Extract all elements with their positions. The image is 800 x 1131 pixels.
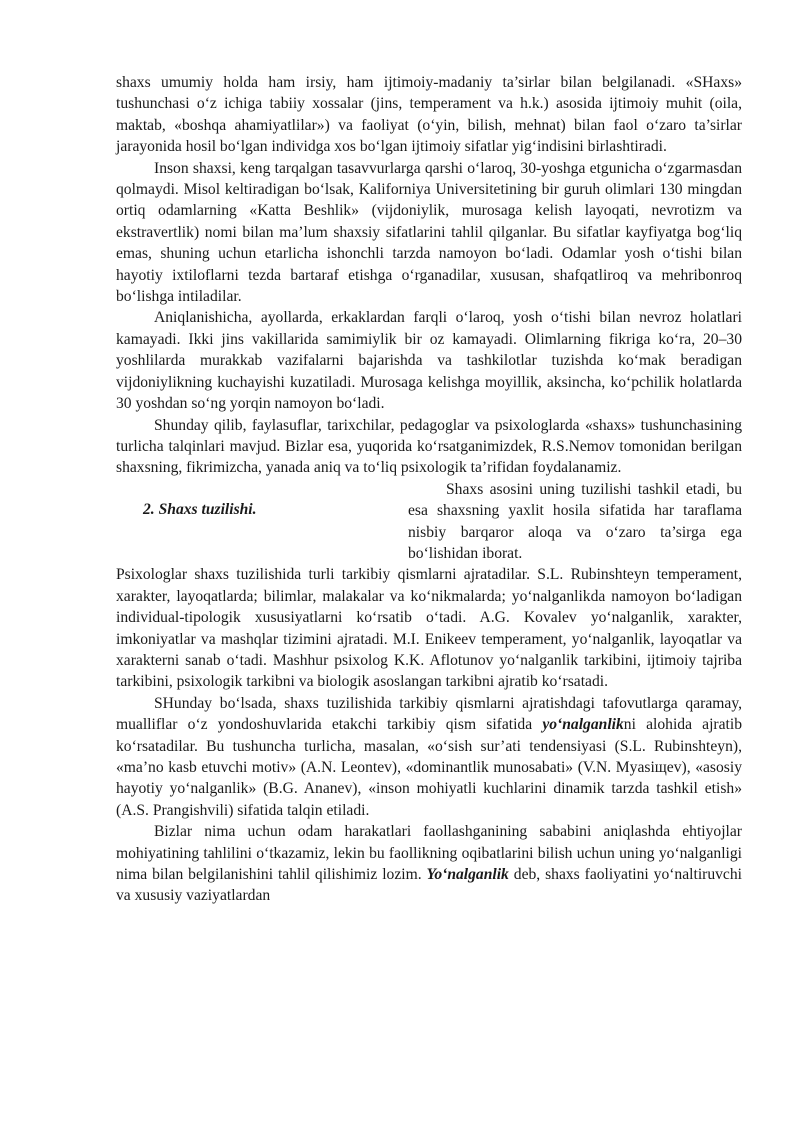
paragraph-3: Aniqlanishicha, ayollarda, erkaklardan farqli o‘laroq, yosh o‘tishi bilan nevroz holatlari kamayadi. Ikki jins vakillarida samimiylik bir oz kamayadi. Olimlarning fikriga ko‘ra, 20–30 yoshlilarda murakkab vazifalarni bajarishda va tashkilotlar tuzishda ko‘mak beradigan vijdoniylikning kuchayishi kuzatiladi. Murosaga kelishga moyillik, aksincha, ko‘pchilik holatlarda 30 yoshdan so‘ng yorqin namoyon bo‘ladi. — [116, 309, 742, 413]
paragraph-5-rest: Psixologlar shaxs tuzilishida turli tarkibiy qismlarni ajratadilar. S.L. Rubinshteyn temperament, xarakter, layoqatlarda; bilimlar, malakalar va ko‘nikmalarda; yo‘nalganlikda namoyon bo‘ladigan individual-tipologik xususiyatlarni ko‘rsatib o‘tadi. A.G. Kovalev yo‘nalganlik, xarakter, imkoniyatlar va mashqlar tizimini ajratadi. M.I. Enikeev temperament, yo‘nalganlik, layoqatlar va xarakterni sanab o‘tadi. Mashhur psixolog K.K. Aflotunov yo‘nalganlik tarkibini, ijtimoiy tajriba tarkibini, psixologik tarkibni va biologik asoslangan tarkibni ajratib ko‘rsatadi. — [116, 566, 742, 691]
section-intro — [408, 479, 742, 565]
paragraph-1: shaxs umumiy holda ham irsiy, ham ijtimoiy-madaniy ta’sirlar bilan belgilanadi. «SHaxs» tushunchasi o‘z ichiga tabiiy xossalar (jins, temperament va h.k.) asosida ijtimoiy muhit (oila, maktab, «boshqa ahamiyatlilar») va faoliyat (o‘yin, bilish, mehnat) bilan faol o‘zaro ta’sirlar jarayonida hosil bo‘lgan individga xos bo‘lgan ijtimoiy sifatlar yig‘indisini birlashtiradi. — [116, 74, 742, 156]
paragraph-4: Shunday qilib, faylasuflar, tarixchilar, pedagoglar va psixologlarda «shaxs» tushunchasining turlicha talqinlari mavjud. Bizlar esa, yuqorida ko‘rsatganimizdek, R.S.Nemov tomonidan berilgan shaxsning, fikrimizcha, yanada aniq va to‘liq psixologik ta’rifidan foydalanamiz. — [116, 416, 742, 477]
paragraph-7-end: deb, shaxs faoliyatini yo‘naltiruvchi va xususiy vaziyatlardan — [116, 866, 742, 905]
term-yonalganlik-definition: Yo‘nalganlik — [426, 866, 509, 884]
paragraph-7-start: Bizlar nima uchun odam harakatlari faollashganining sababini aniqlashda ehtiyojlar mohiyatining tahlilini o‘tkazamiz, lekin bu faollikning oqibatlarini bilish uchun uning yo‘nalganligi nima bilan belgilanishini tahlil qilishimiz lozim. — [116, 823, 742, 884]
paragraph-6-end: ni alohida ajratib ko‘rsatadilar. Bu tushuncha turlicha, masalan, «o‘sish sur’ati tendensiyasi (S.L. Rubinshteyn), «ma’no kasb etuvchi motiv» (A.N. Leontev), «dominantlik munosabati» (V.N. Myasiщev), «asosiy hayotiy yo‘nalganlik» (B.G. Ananev), «inson mohiyatli kuchlarini dinamik tarzda tashkil etish» (A.S. Prangishvili) sifatida talqin etiladi. — [116, 716, 743, 819]
paragraph-2: Inson shaxsi, keng tarqalgan tasavvurlarga qarshi o‘laroq, 30-yoshga etgunicha o‘zgarmasdan qolmaydi. Misol keltiradigan bo‘lsak, Kaliforniya Universitetining bir guruh olimlari 130 mingdan ortiq odamlarning «Katta Beshlik» (vijdoniylik, murosaga kelish layoqati, nevrotizm va ekstravertlik) nomi bilan ma’lum shaxsiy sifatlarini tahlil qilganlar. Bu sifatlar kayfiyatga bog‘liq emas, shuning uchun etarlicha ishonchli tarzda namoyon bo‘ladi. Odamlar yosh o‘tishi bilan hayotiy ixtiloflarni tezda bartaraf etishga o‘rganadilar, xususan, shafqatliroq va mehribonroq bo‘lishga intiladilar. — [116, 159, 742, 306]
paragraph-6-start: SHunday bo‘lsada, shaxs tuzilishida tarkibiy qismlarni ajratishdagi tafovutlarga qaramay, mualliflar o‘z yondoshuvlarida etakchi tarkibiy qism sifatida — [116, 694, 742, 734]
section-heading-block — [116, 479, 742, 565]
section-heading: 2. Shaxs tuzilishi. — [143, 500, 257, 518]
paragraph-5-intro: Shaxs asosini uning tuzilishi tashkil etadi, bu esa shaxsning yaxlit hosila sifatida har taraflama nisbiy barqaror aloqa va o‘zaro ta’sirga ega bo‘lishidan iborat. — [408, 480, 742, 562]
paragraph-6 — [116, 693, 742, 821]
term-yonalganlik: yo‘nalganlik — [542, 716, 624, 734]
paragraph-7 — [116, 821, 742, 907]
document-page — [116, 72, 742, 907]
